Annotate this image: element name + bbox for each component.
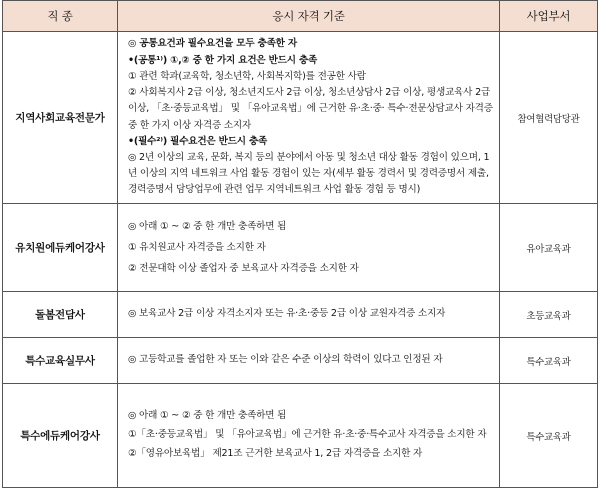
table-row (3, 384, 598, 488)
role-cell: 특수교육실무사 (3, 338, 118, 384)
table-row (3, 32, 598, 204)
criteria-line: ①「초·중등교육법」 및 「유아교육법」에 근거한 유·초·중·특수교사 자격증을 소지한 자 (128, 429, 487, 440)
criteria-line: ② 전문대학 이상 졸업자 중 보육교사 자격증을 소지한 자 (128, 263, 359, 274)
header-role: 직 종 (3, 1, 118, 32)
criteria-line: ◎ 아래 ① ~ ② 중 한 개만 충족하면 됨 (128, 410, 287, 421)
criteria-line: ◎ 공통요건과 필수요건을 모두 충족한 자 (128, 38, 297, 50)
criteria-line: ◎ 2년 이상의 교육, 문화, 복지 등의 분야에서 아동 및 청소년 대상 활동 경험이 있으며, 1년 이상의 지역 네트워크 사업 활동 경험이 있는 자(세부 활동 경력서 및 경력증명서 제출, 경력증명서 담당업무에 관련 업무 지역네트워크 사업 활동 경험 등 명시) (128, 151, 490, 196)
role-cell: 돌봄전담사 (3, 292, 118, 338)
criteria-line: ◎ 고등학교를 졸업한 자 또는 이와 같은 수준 이상의 학력이 있다고 인정된 자 (128, 354, 443, 366)
table-header-row (3, 1, 598, 32)
criteria-cell (118, 384, 500, 488)
criteria-cell (118, 292, 500, 338)
role-cell: 특수에듀케어강사 (3, 384, 118, 488)
dept-cell: 참여협력담당관 (500, 32, 598, 204)
role-cell: 지역사회교육전문가 (3, 32, 118, 204)
criteria-line: •(공통¹⁾) ①,② 중 한 가지 요건은 반드시 충족 (128, 54, 318, 66)
role-cell: 유치원에듀케어강사 (3, 204, 118, 292)
table-row (3, 338, 598, 384)
qualification-table (2, 0, 598, 488)
dept-cell: 초등교육과 (500, 292, 598, 338)
dept-cell: 특수교육과 (500, 384, 598, 488)
table-row (3, 292, 598, 338)
criteria-line: ① 유치원교사 자격증을 소지한 자 (128, 242, 266, 253)
criteria-cell (118, 338, 500, 384)
criteria-line: ◎ 보육교사 2급 이상 자격소지자 또는 유·초·중등 2급 이상 교원자격증 소지자 (128, 308, 446, 320)
criteria-line: •(필수²⁾) 필수요건은 반드시 충족 (128, 135, 268, 147)
dept-cell: 유아교육과 (500, 204, 598, 292)
criteria-line: ② 사회복지사 2급 이상, 청소년지도사 2급 이상, 청소년상담사 2급 이상, 평생교육사 2급 이상, 「초·중등교육법」 및 「유아교육법」에 근거한 유·초·중· 특수·전문상담교사 자격증 중 한 가지 이상 자격증 소지자 (128, 87, 493, 131)
criteria-cell (118, 204, 500, 292)
table-row (3, 204, 598, 292)
criteria-line: ◎ 아래 ① ~ ② 중 한 개만 충족하면 됨 (128, 221, 287, 232)
dept-cell: 특수교육과 (500, 338, 598, 384)
header-dept: 사업부서 (500, 1, 598, 32)
criteria-line: ① 관련 학과(교육학, 청소년학, 사회복지학)를 전공한 사람 (128, 70, 366, 82)
header-criteria: 응시 자격 기준 (118, 1, 500, 32)
criteria-line: ②「영유아보육법」 제21조 근거한 보육교사 1, 2급 자격증을 소지한 자 (128, 448, 423, 459)
criteria-cell (118, 32, 500, 204)
